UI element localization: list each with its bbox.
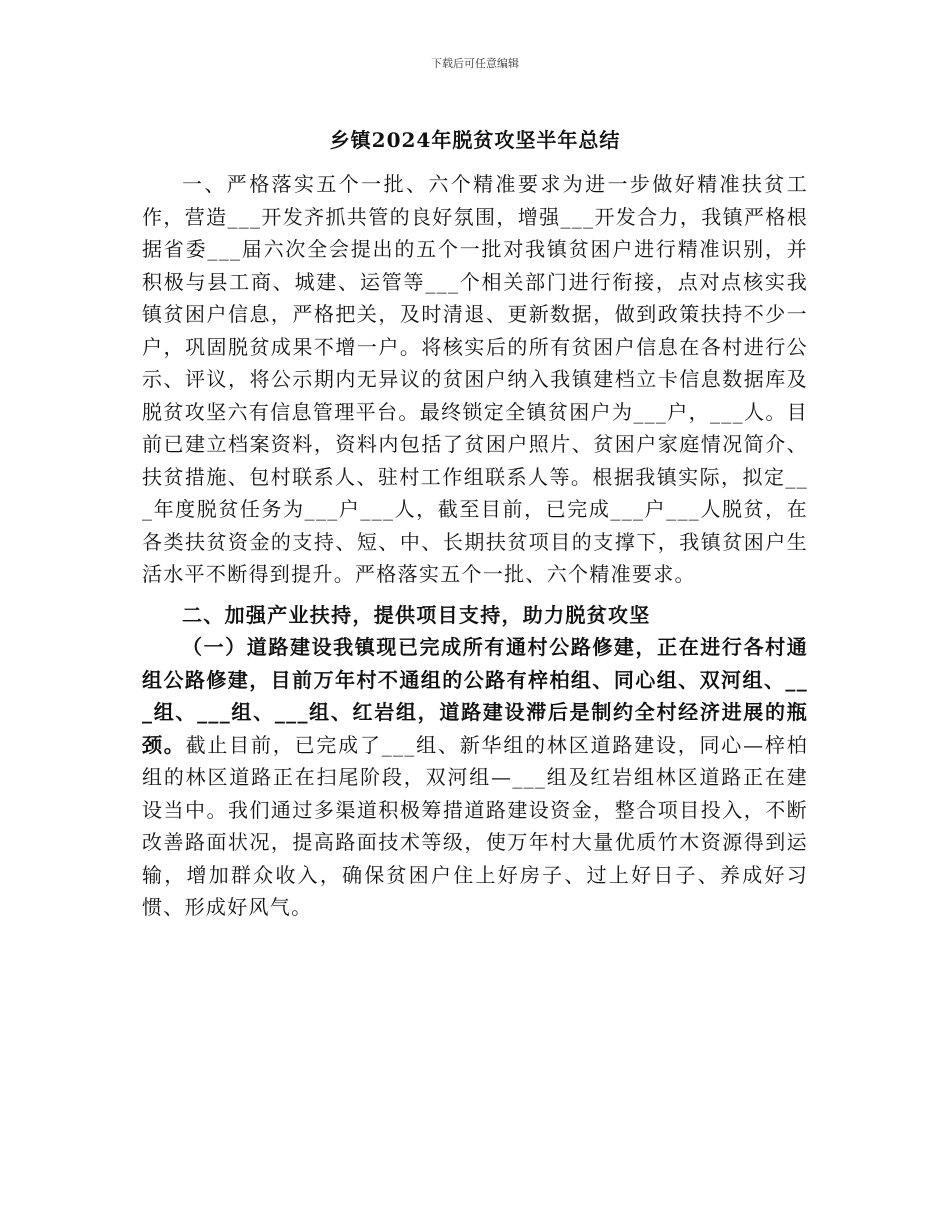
document-body (142, 168, 808, 924)
paragraph-3-lead: （一）道路建设我镇现已完成所有通村公路修建，正在进行各村通组公路修建，目前万年村不通组的公路有梓柏组、同心组、双河组、___组、___组、___组、红岩组，道路建设滞后是制约全村经济进展的瓶颈。 (142, 635, 808, 757)
document-title: 乡镇2024年脱贫攻坚半年总结 (329, 128, 621, 152)
section-heading-2: 二、加强产业扶持，提供项目支持，助力脱贫攻坚 (182, 602, 651, 627)
paragraph-3-body: 截止目前，已完成了___组、新华组的林区道路建设，同心—梓柏组的林区道路正在扫尾阶段，双河组—___组及红岩组林区道路正在建设当中。我们通过多渠道积极筹措道路建设资金，整合项目投入，不断改善路面状况，提高路面技术等级，使万年村大量优质竹木资源得到运输，增加群众收入，确保贫困户住上好房子、过上好日子、养成好习惯、形成好风气。 (142, 732, 808, 919)
header-note: 下载后可任意编辑 (431, 57, 519, 70)
paragraph-1: 一、严格落实五个一批、六个精准要求为进一步做好精准扶贫工作，营造___开发齐抓共管的良好氛围，增强___开发合力，我镇严格根据省委___届六次全会提出的五个一批对我镇贫困户进行精准识别，并积极与县工商、城建、运管等___个相关部门进行衔接，点对点核实我镇贫困户信息，严格把关，及时清退、更新数据，做到政策扶持不少一户，巩固脱贫成果不增一户。将核实后的所有贫困户信息在各村进行公示、评议，将公示期内无异议的贫困户纳入我镇建档立卡信息数据库及脱贫攻坚六有信息管理平台。最终锁定全镇贫困户为___户，___人。目前已建立档案资料，资料内包括了贫困户照片、贫困户家庭情况简介、扶贫措施、包村联系人、驻村工作组联系人等。根据我镇实际，拟定___年度脱贫任务为___户___人，截至目前，已完成___户___人脱贫，在各类扶贫资金的支持、短、中、长期扶贫项目的支撑下，我镇贫困户生活水平不断得到提升。严格落实五个一批、六个精准要求。 (142, 172, 808, 586)
paragraph-3 (142, 631, 808, 924)
